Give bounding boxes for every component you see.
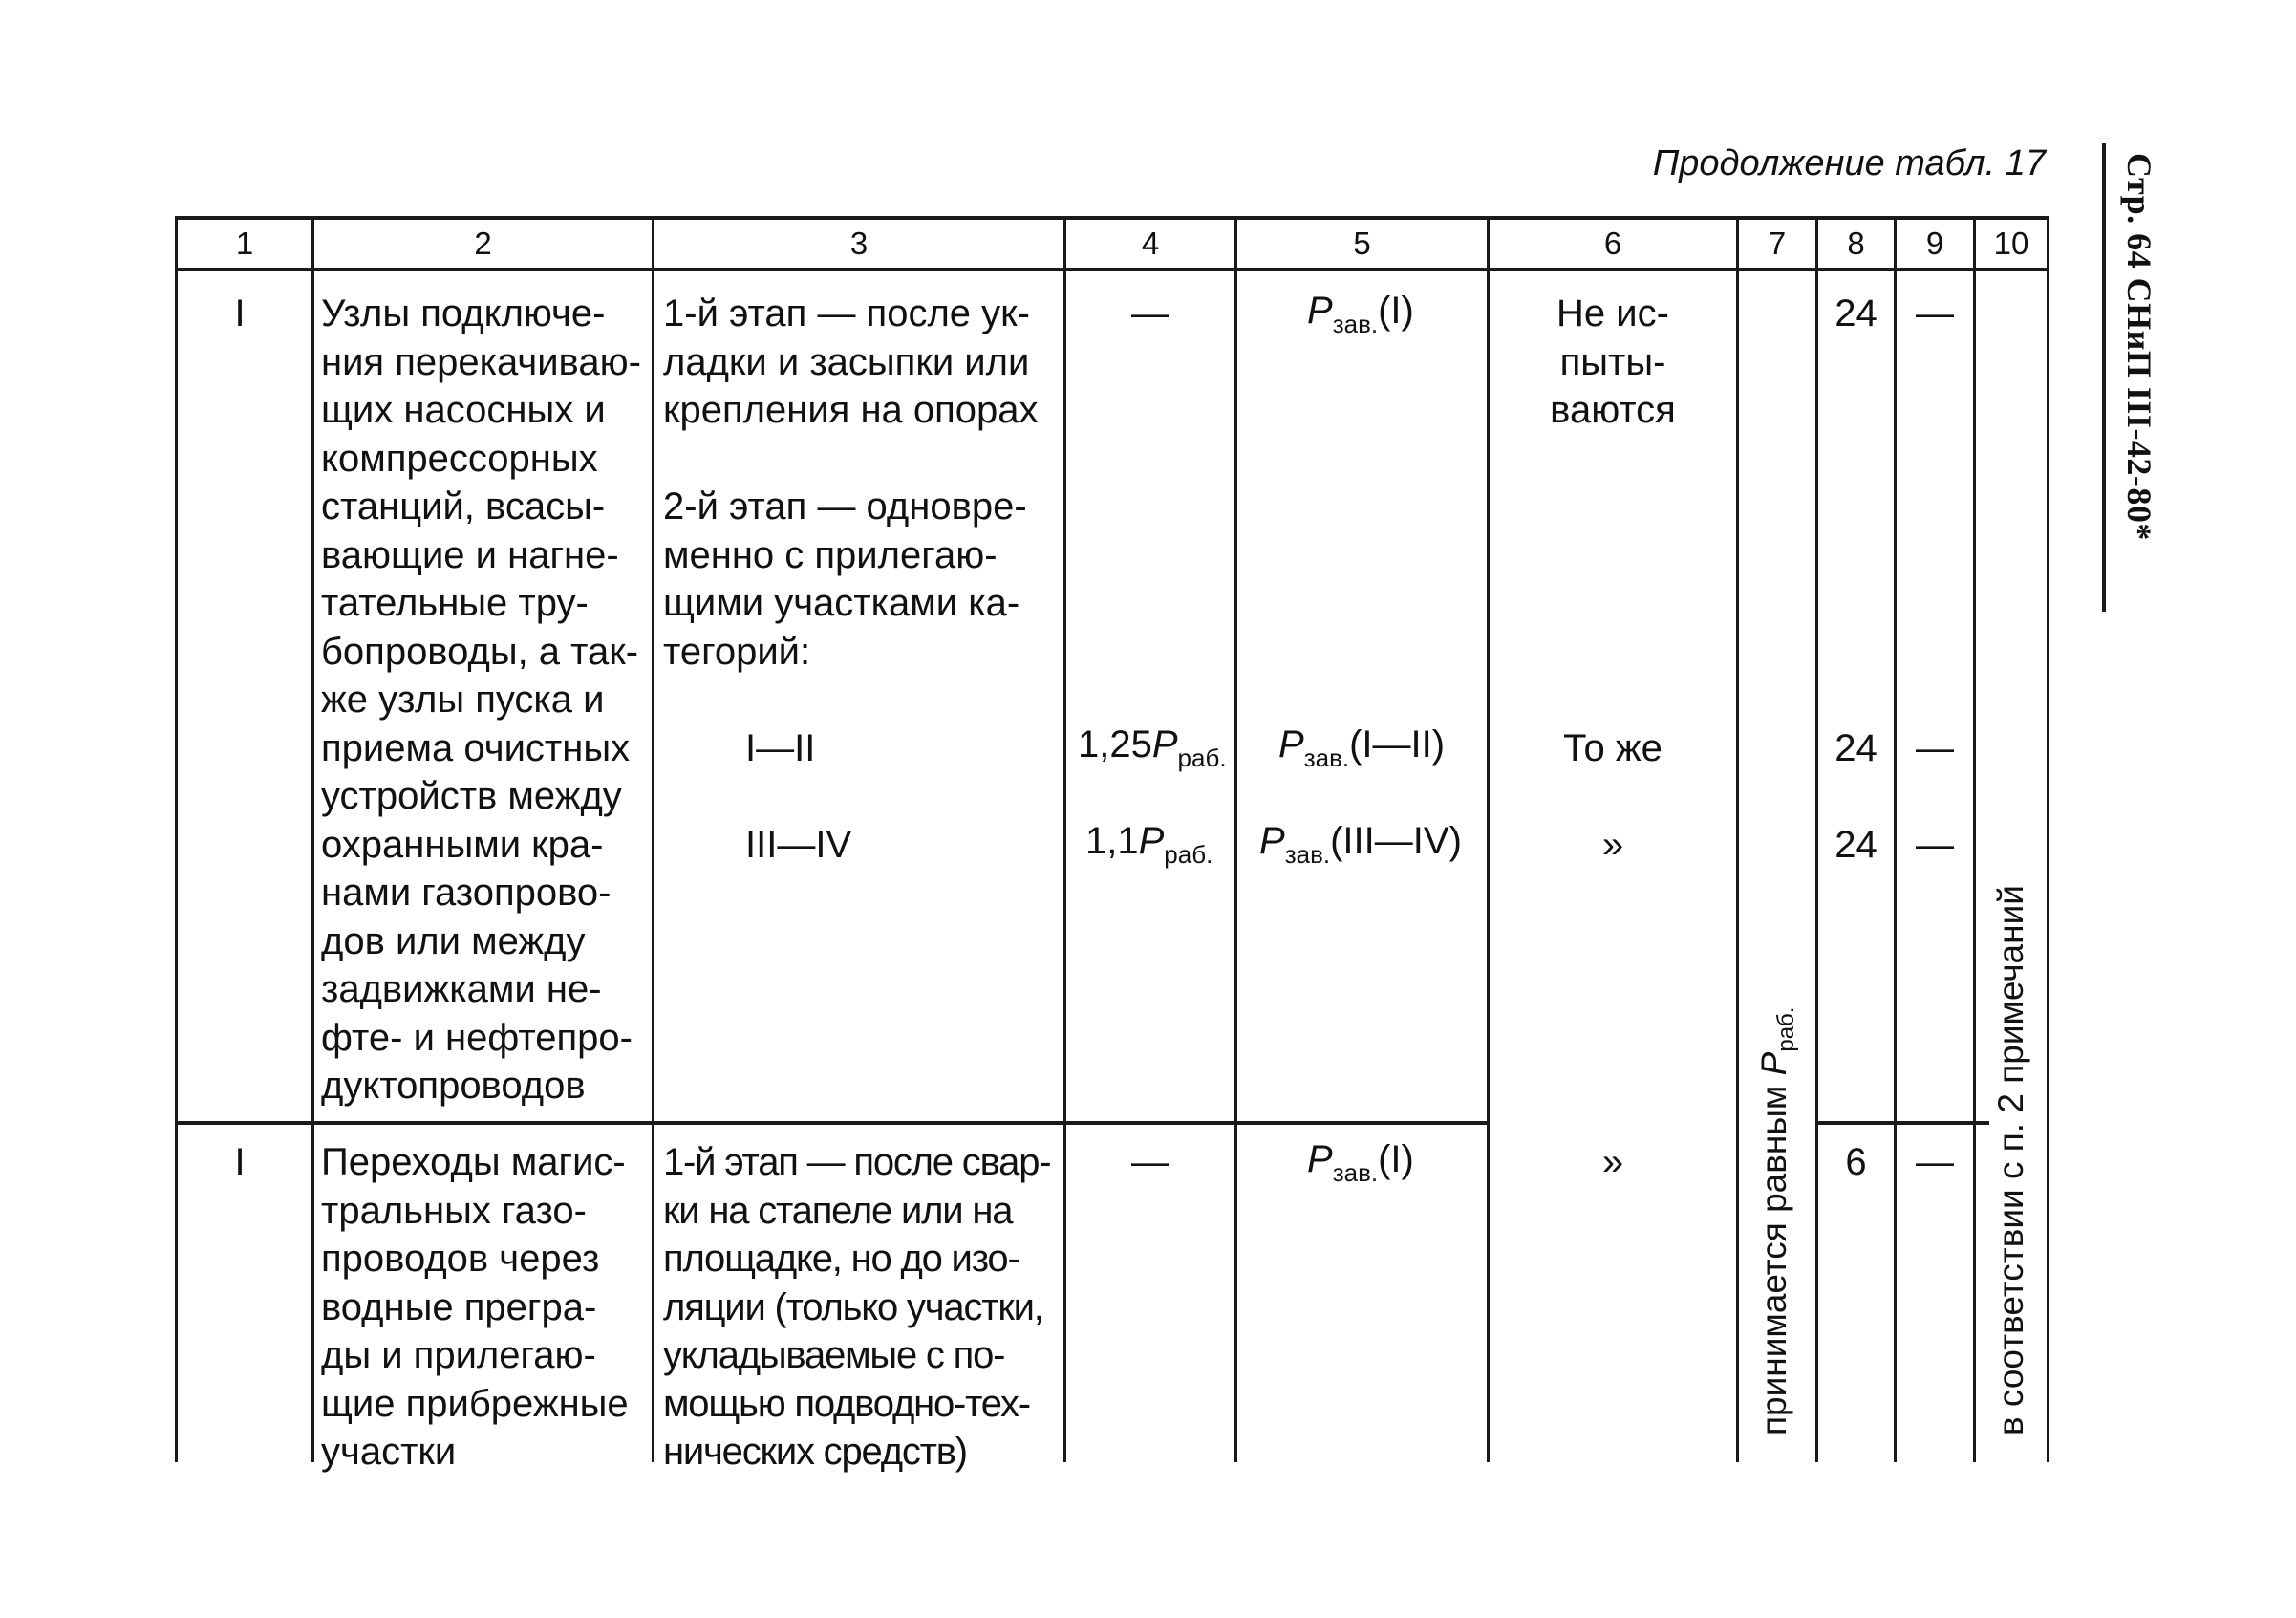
row2-factory-pressure: $P_{зав.}(I)$ [1307,1138,1414,1187]
row1-note-line: пыты- [1559,340,1666,383]
row1-stage1-line: 1-й этап — после ук- [663,292,1030,334]
row1-object-line: ния перекачиваю- [321,340,641,383]
row1-stage2-line: менно с прилегаю- [663,533,998,576]
row1-object-line: бопроводы, а так- [321,630,639,673]
row1-object-line: охранными кра- [321,823,604,866]
row1-stage2-line: 2-й этап — одновре- [663,485,1027,528]
row2-object-line: Переходы магис- [321,1141,626,1183]
row1-stage1-line: крепления на опорах [663,389,1039,431]
row1-note-ditto: » [1601,823,1624,866]
row1-stage2-line: щими участками ка- [663,582,1020,624]
header-col-7: 7 [1768,226,1787,261]
header-col-2: 2 [474,226,492,261]
continued-label: Продолжение табл. 17 [1652,143,2046,183]
row1-object-line: устройств между [321,775,622,817]
side-page-header: Стр. 64 СНиП III-42-80* [2120,153,2158,541]
row1-duration-c: 24 [1835,823,1878,866]
row2-object-line: водные прегра- [321,1285,597,1328]
row1-stage1-line: ладки и засыпки или [663,340,1030,383]
row1-object-line: щих насосных и [321,389,606,431]
row2-category: I [234,1141,246,1183]
row1-col9-c: — [1916,823,1954,866]
row1-duration-a: 24 [1835,292,1878,334]
col10-rotated-text: в соответствии с п. 2 примечаний [1991,885,2030,1435]
row2-stage-line: площадке, но до изо- [663,1238,1019,1280]
row1-stage2-line: тегорий: [663,630,811,673]
header-col-4: 4 [1141,226,1160,261]
row2-pressure: — [1131,1141,1169,1183]
row1-object-line: тательные тру- [321,582,589,624]
row2-note-ditto: » [1601,1141,1624,1183]
header-col-5: 5 [1353,226,1371,261]
row1-factory-pressure-a: $P_{зав.}(I)$ [1307,290,1414,338]
row1-col9-a: — [1916,292,1954,334]
row1-category-range-b: III—IV [745,823,852,866]
row1-object-line: станций, всасы- [321,485,606,528]
row1-note-same: То же [1563,726,1663,769]
row1-object-line: компрессорных [321,437,598,480]
row2-object-line: ды и прилегаю- [321,1334,596,1376]
row1-pressure-c: $1,1P_{раб.}$ [1085,820,1213,869]
header-col-9: 9 [1925,226,1944,261]
row1-object-line: нами газопрово- [321,872,612,914]
header-col-1: 1 [235,226,254,261]
header-col-8: 8 [1847,226,1865,261]
header-col-10: 10 [1993,226,2029,261]
row2-stage-line: 1-й этап — после свар- [663,1141,1051,1183]
header-col-3: 3 [849,226,869,261]
row2-object-line: проводов через [321,1238,600,1280]
row2-stage-line: укладываемые с по- [663,1334,1005,1376]
row2-duration: 6 [1845,1141,1867,1183]
row1-factory-pressure-b: $P_{зав.}(I—II)$ [1278,723,1446,772]
col7-rotated-text: принимается равным $P_{раб.}$ [1754,1006,1799,1435]
row1-object-line: фте- и нефтепро- [321,1016,633,1059]
row1-duration-b: 24 [1835,726,1878,769]
row1-object-line: задвижками не- [321,968,602,1010]
row2-object-line: тральных газо- [321,1189,587,1232]
row1-object-line: же узлы пуска и [321,679,605,721]
row1-object-line: дов или между [321,919,586,962]
row2-stage-line: ки на стапеле или на [663,1189,1013,1232]
side-header-rule [2102,143,2106,612]
row1-category-range-a: I—II [745,726,816,769]
row1-pressure-a: — [1131,292,1169,334]
row2-col9: — [1916,1141,1954,1183]
row1-category: I [234,292,246,334]
row1-object-line: вающие и нагне- [321,533,619,576]
row1-factory-pressure-c: $P_{зав.}(III—IV)$ [1259,820,1462,869]
row1-note-line: ваются [1550,389,1676,431]
row2-object-line: участки [321,1431,457,1473]
row1-pressure-b: $1,25P_{раб.}$ [1078,723,1227,772]
header-col-6: 6 [1603,226,1622,261]
row2-object-line: щие прибрежные [321,1382,629,1425]
row1-object-line: приема очистных [321,726,631,769]
row1-object-line: Узлы подключе- [321,292,606,334]
row2-stage-line: ляции (только участки, [663,1285,1043,1328]
row1-col9-b: — [1916,726,1954,769]
row1-note-line: Не ис- [1556,292,1669,334]
row2-stage-line: мощью подводно-тех- [663,1382,1030,1425]
row2-stage-line: нических средств) [663,1431,967,1473]
row1-object-line: дуктопроводов [321,1065,586,1107]
